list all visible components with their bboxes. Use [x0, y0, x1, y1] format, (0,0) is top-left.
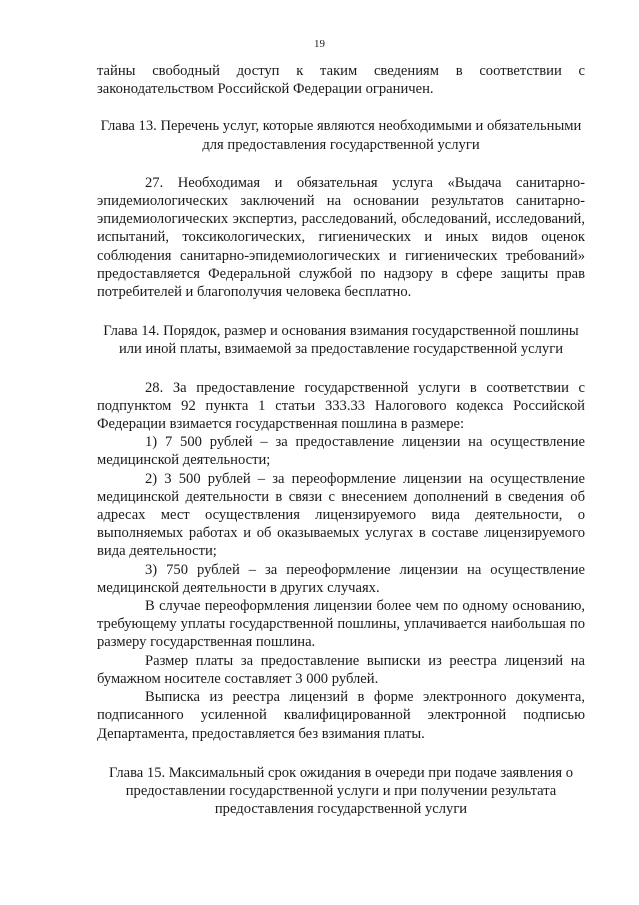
extract-electronic-paragraph: Выписка из реестра лицензий в форме электронного документа, подписанного усиленной квалифицированной электронной подписью Департамента, предоставляется без взимания платы.	[97, 689, 585, 742]
page-content	[97, 62, 585, 818]
fee-item-3: 3) 750 рублей – за переоформление лицензии на осуществление медицинской деятельности в других случаях.	[97, 561, 585, 596]
paragraph-27: 27. Необходимая и обязательная услуга «Выдача санитарно-эпидемиологических заключений на основании результатов санитарно-эпидемиологических экспертиз, расследований, обследований, исследований, испытаний, токсикологических, гигиенических и иных видов оценок соблюдения санитарно-эпидемиологических и гигиенических требований» предоставляется Федеральной службой по надзору в сфере защиты прав потребителей и благополучия человека бесплатно.	[97, 174, 585, 301]
chapter-13-heading: Глава 13. Перечень услуг, которые являются необходимыми и обязательными для предоставления государственной услуги	[100, 118, 582, 153]
paragraph-28: 28. За предоставление государственной услуги в соответствии с подпунктом 92 пункта 1 статьи 333.33 Налогового кодекса Российской Федерации взимается государственная пошлина в размере:	[97, 379, 585, 433]
chapter-15-heading: Глава 15. Максимальный срок ожидания в очереди при подаче заявления о предоставлении государственной услуги и при получении результата предоставления государственной услуги	[108, 764, 574, 818]
fee-item-1: 1) 7 500 рублей – за предоставление лицензии на осуществление медицинской деятельности;	[97, 434, 585, 469]
intro-paragraph: тайны свободный доступ к таким сведениям в соответствии с законодательством Российской Федерации ограничен.	[97, 63, 585, 98]
fee-item-2: 2) 3 500 рублей – за переоформление лицензии на осуществление медицинской деятельности в связи с внесением дополнений в сведения об адресах мест осуществления лицензируемого вида деятельности, о выполняемых работах и об оказываемых услугах в составе лицензируемого вида деятельности;	[97, 470, 585, 560]
extract-fee-paragraph: Размер платы за предоставление выписки из реестра лицензий на бумажном носителе составляет 3 000 рублей.	[97, 652, 585, 687]
page-number: 19	[314, 38, 325, 50]
chapter-14-heading: Глава 14. Порядок, размер и основания взимания государственной пошлины или иной платы, взимаемой за предоставление государственной услуги	[103, 323, 579, 358]
reissue-paragraph: В случае переоформления лицензии более чем по одному основанию, требующему уплаты государственной пошлины, уплачивается наибольшая по размеру государственная пошлина.	[97, 598, 585, 651]
